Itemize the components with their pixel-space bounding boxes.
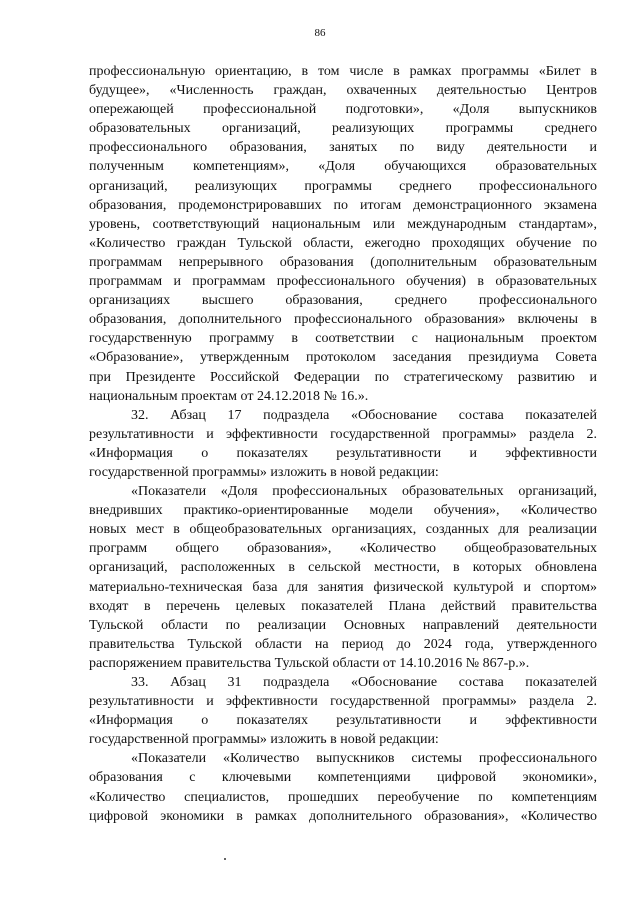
text-line: «Показатели «Количество выпускников системы профессионального [131, 751, 597, 767]
scan-speck [224, 858, 226, 860]
text-line: «Информация о показателях результативности и эффективности [89, 445, 597, 461]
text-line: организациях высшего образования, среднего профессионального [89, 293, 597, 309]
text-line: государственную программу в соответствии с национальным проектом [89, 331, 597, 347]
text-line: результативности и эффективности государственной программы» раздела 2. [89, 694, 597, 710]
text-line: цифровой экономики в рамках дополнительного образования», «Количество [89, 808, 597, 824]
text-line: государственной программы» изложить в новой редакции: [89, 732, 439, 748]
text-line: опережающей профессиональной подготовки», «Доля выпускников [89, 102, 597, 118]
text-line: «Информация о показателях результативности и эффективности [89, 713, 597, 729]
text-line: будущее», «Численность граждан, охваченных деятельностью Центров [89, 83, 597, 99]
text-line: программ общего образования», «Количество общеобразовательных [89, 541, 597, 557]
text-line: национальным проектам от 24.12.2018 № 16.». [89, 388, 369, 404]
text-line: «Образование», утвержденным протоколом заседания президиума Совета [89, 350, 597, 366]
paragraph-quote-digital [89, 749, 597, 825]
text-line: организаций, расположенных в сельской местности, в которых обновлена [89, 560, 597, 576]
text-line: 32. Абзац 17 подраздела «Обоснование состава показателей [131, 407, 597, 423]
text-line: образования, дополнительного профессионального образования» включены в [89, 312, 597, 328]
text-line: «Количество граждан Тульской области, ежегодно проходящих обучение по [89, 235, 597, 251]
text-line: новых мест в общеобразовательных организациях, созданных для реализации [89, 522, 597, 538]
text-line: образования с ключевыми компетенциями цифровой экономики», [89, 770, 597, 786]
text-line: 33. Абзац 31 подраздела «Обоснование состава показателей [131, 675, 597, 690]
text-line: внедривших практико-ориентированные модели обучения», «Количество [89, 503, 597, 519]
text-line: организаций, реализующих программы среднего профессионального [89, 178, 597, 194]
text-line: образовательных организаций, реализующих программы среднего [89, 121, 597, 137]
text-line: «Показатели «Доля профессиональных образовательных организаций, [131, 484, 597, 500]
text-line: государственной программы» изложить в новой редакции: [89, 464, 439, 480]
text-line: профессиональную ориентацию, в том числе в рамках программы «Билет в [89, 64, 597, 79]
text-line: распоряжением правительства Тульской области от 14.10.2016 № 867-р.». [89, 655, 530, 671]
text-line: уровень, соответствующий национальным или международным стандартам», [89, 216, 597, 232]
text-line: Тульской области по реализации Основных направлений деятельности [89, 617, 597, 633]
paragraph-continuation [89, 62, 597, 406]
paragraph-item-33 [89, 673, 597, 749]
text-line: программам непрерывного образования (дополнительным образовательным [89, 254, 597, 270]
text-line: «Количество специалистов, прошедших переобучение по компетенциям [89, 789, 597, 805]
text-line: полученным компетенциям», «Доля обучающихся образовательных [89, 159, 597, 175]
body-text [89, 62, 597, 826]
text-line: профессионального образования, занятых по виду деятельности и [89, 140, 597, 156]
text-line: материально-техническая база для занятия физической культурой и спортом» [89, 579, 597, 595]
paragraph-quote-indicators [89, 482, 597, 673]
paragraph-item-32 [89, 406, 597, 482]
text-line: правительства Тульской области на период до 2024 года, утвержденного [89, 636, 597, 652]
text-line: программам и программам профессионального обучения) в образовательных [89, 274, 597, 290]
text-line: образования, продемонстрировавших по итогам демонстрационного экзамена [89, 197, 597, 213]
text-line: при Президенте Российской Федерации по стратегическому развитию и [89, 369, 597, 385]
text-line: входят в перечень целевых показателей Плана действий правительства [89, 598, 597, 614]
page-number: 86 [314, 27, 326, 39]
text-line: результативности и эффективности государственной программы» раздела 2. [89, 426, 597, 442]
